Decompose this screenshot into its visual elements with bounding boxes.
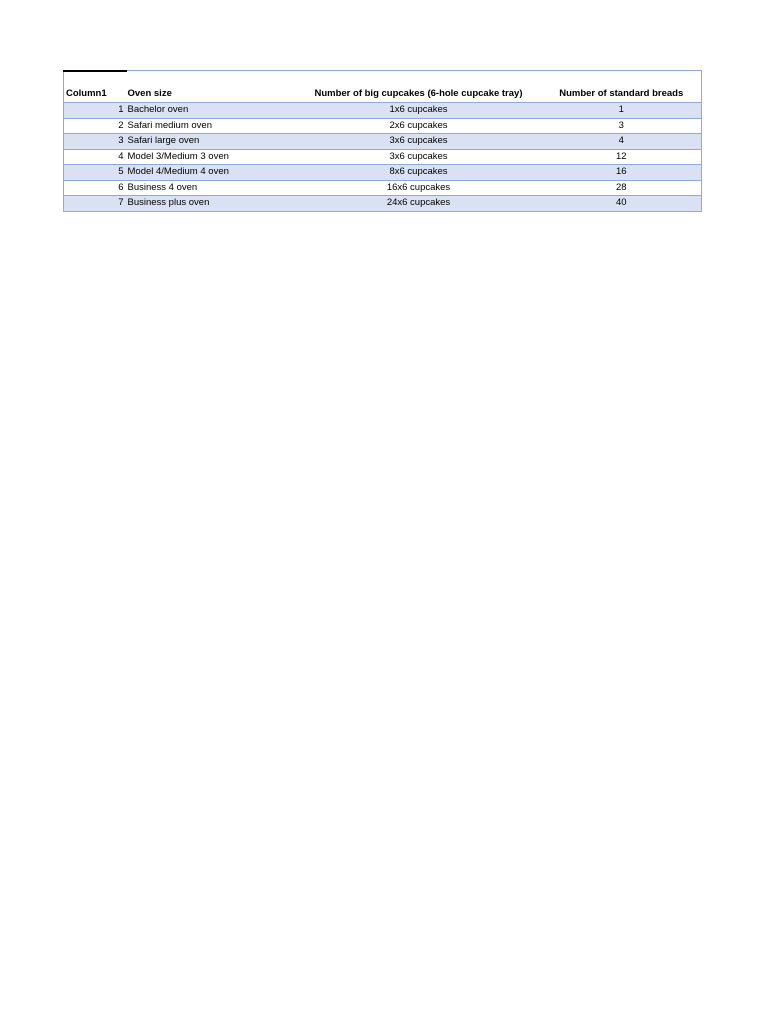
column-header-standard-breads[interactable]: Number of standard breads [542, 71, 702, 103]
breads-cell[interactable]: 1 [542, 103, 702, 119]
oven-size-cell[interactable]: Business 4 oven [126, 180, 296, 196]
oven-size-cell[interactable]: Bachelor oven [126, 103, 296, 119]
header-row [64, 71, 702, 103]
cupcakes-cell[interactable]: 24x6 cupcakes [296, 196, 542, 212]
cupcakes-cell[interactable]: 1x6 cupcakes [296, 103, 542, 119]
column-header-oven-size[interactable]: Oven size [126, 71, 296, 103]
cupcakes-cell[interactable]: 16x6 cupcakes [296, 180, 542, 196]
row-number-cell[interactable]: 1 [64, 103, 126, 119]
oven-size-cell[interactable]: Safari large oven [126, 134, 296, 150]
table-row [64, 165, 702, 181]
breads-cell[interactable]: 12 [542, 149, 702, 165]
row-number-cell[interactable]: 4 [64, 149, 126, 165]
row-number-cell[interactable]: 3 [64, 134, 126, 150]
row-number-cell[interactable]: 5 [64, 165, 126, 181]
row-number-cell[interactable]: 7 [64, 196, 126, 212]
table-row [64, 134, 702, 150]
cupcakes-cell[interactable]: 8x6 cupcakes [296, 165, 542, 181]
oven-capacity-table [63, 70, 702, 212]
column-header-big-cupcakes[interactable]: Number of big cupcakes (6-hole cupcake tray) [296, 71, 542, 103]
table-row [64, 118, 702, 134]
oven-size-cell[interactable]: Safari medium oven [126, 118, 296, 134]
breads-cell[interactable]: 40 [542, 196, 702, 212]
row-number-cell[interactable]: 6 [64, 180, 126, 196]
oven-size-cell[interactable]: Model 4/Medium 4 oven [126, 165, 296, 181]
table-row [64, 149, 702, 165]
oven-size-cell[interactable]: Model 3/Medium 3 oven [126, 149, 296, 165]
breads-cell[interactable]: 28 [542, 180, 702, 196]
breads-cell[interactable]: 16 [542, 165, 702, 181]
table-row [64, 180, 702, 196]
selection-indicator [63, 70, 127, 72]
table-row [64, 196, 702, 212]
breads-cell[interactable]: 3 [542, 118, 702, 134]
cupcakes-cell[interactable]: 2x6 cupcakes [296, 118, 542, 134]
breads-cell[interactable]: 4 [542, 134, 702, 150]
column-header-column1[interactable]: Column1 [64, 71, 126, 103]
cupcakes-cell[interactable]: 3x6 cupcakes [296, 134, 542, 150]
oven-size-cell[interactable]: Business plus oven [126, 196, 296, 212]
row-number-cell[interactable]: 2 [64, 118, 126, 134]
oven-table-container [63, 70, 701, 212]
cupcakes-cell[interactable]: 3x6 cupcakes [296, 149, 542, 165]
table-row [64, 103, 702, 119]
